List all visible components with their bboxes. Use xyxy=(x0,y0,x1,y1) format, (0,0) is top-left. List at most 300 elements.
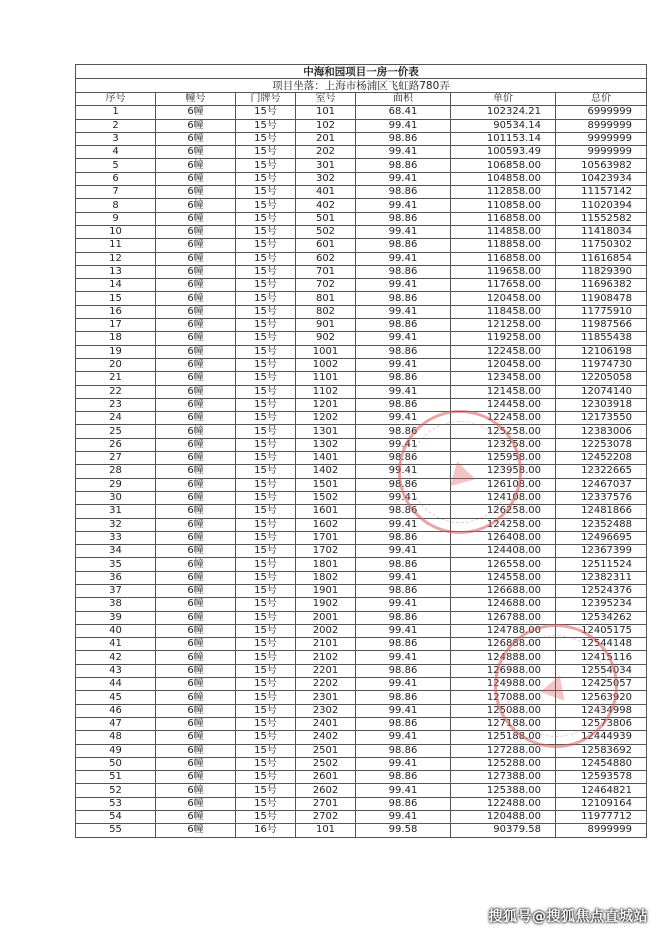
table-cell: 1102 xyxy=(296,385,356,398)
table-cell: 126888.00 xyxy=(451,638,556,651)
table-row xyxy=(76,717,647,730)
table-cell: 10423934 xyxy=(556,172,647,185)
table-cell: 6幢 xyxy=(156,132,236,145)
table-cell: 127388.00 xyxy=(451,771,556,784)
table-cell: 1201 xyxy=(296,398,356,411)
table-cell: 98.86 xyxy=(356,638,451,651)
table-cell: 98.86 xyxy=(356,558,451,571)
table-cell: 98.86 xyxy=(356,186,451,199)
table-cell: 25 xyxy=(76,425,156,438)
table-cell: 15号 xyxy=(236,465,296,478)
table-cell: 1801 xyxy=(296,558,356,571)
table-title: 中海和园项目一房一价表 xyxy=(76,65,647,79)
table-cell: 12322665 xyxy=(556,465,647,478)
table-cell: 2602 xyxy=(296,784,356,797)
table-header-row xyxy=(76,93,647,106)
table-cell: 15号 xyxy=(236,319,296,332)
table-address-row xyxy=(76,79,647,93)
table-cell: 99.41 xyxy=(356,757,451,770)
table-cell: 6幢 xyxy=(156,412,236,425)
table-cell: 16 xyxy=(76,305,156,318)
table-row xyxy=(76,119,647,132)
table-cell: 99.41 xyxy=(356,598,451,611)
table-cell: 98.86 xyxy=(356,531,451,544)
table-row xyxy=(76,691,647,704)
table-cell: 102324.21 xyxy=(451,106,556,119)
table-cell: 124688.00 xyxy=(451,598,556,611)
table-cell: 99.41 xyxy=(356,225,451,238)
table-cell: 302 xyxy=(296,172,356,185)
table-cell: 124458.00 xyxy=(451,398,556,411)
column-header: 面积 xyxy=(356,93,451,106)
table-cell: 6幢 xyxy=(156,199,236,212)
table-cell: 6幢 xyxy=(156,598,236,611)
table-cell: 1802 xyxy=(296,571,356,584)
table-cell: 99.41 xyxy=(356,784,451,797)
table-cell: 8999999 xyxy=(556,824,647,837)
table-cell: 127088.00 xyxy=(451,691,556,704)
table-row xyxy=(76,558,647,571)
table-cell: 2002 xyxy=(296,624,356,637)
table-cell: 12583692 xyxy=(556,744,647,757)
table-cell: 15号 xyxy=(236,252,296,265)
table-cell: 15号 xyxy=(236,438,296,451)
table-cell: 2101 xyxy=(296,638,356,651)
table-cell: 701 xyxy=(296,265,356,278)
table-row xyxy=(76,518,647,531)
table-cell: 2402 xyxy=(296,731,356,744)
table-cell: 124988.00 xyxy=(451,678,556,691)
table-cell: 6幢 xyxy=(156,757,236,770)
table-row xyxy=(76,172,647,185)
table-cell: 124888.00 xyxy=(451,651,556,664)
table-cell: 6幢 xyxy=(156,465,236,478)
table-cell: 15号 xyxy=(236,704,296,717)
table-cell: 6幢 xyxy=(156,119,236,132)
table-cell: 49 xyxy=(76,744,156,757)
table-cell: 1601 xyxy=(296,505,356,518)
table-cell: 15号 xyxy=(236,186,296,199)
table-cell: 99.41 xyxy=(356,172,451,185)
table-row xyxy=(76,412,647,425)
table-cell: 12253078 xyxy=(556,438,647,451)
table-cell: 12511524 xyxy=(556,558,647,571)
table-cell: 1002 xyxy=(296,358,356,371)
table-row xyxy=(76,212,647,225)
table-cell: 6幢 xyxy=(156,664,236,677)
table-cell: 2701 xyxy=(296,797,356,810)
table-cell: 100593.49 xyxy=(451,146,556,159)
table-cell: 98.86 xyxy=(356,478,451,491)
table-cell: 6幢 xyxy=(156,584,236,597)
table-cell: 6幢 xyxy=(156,265,236,278)
table-cell: 15号 xyxy=(236,412,296,425)
table-row xyxy=(76,265,647,278)
table-cell: 121258.00 xyxy=(451,319,556,332)
table-cell: 43 xyxy=(76,664,156,677)
table-cell: 127188.00 xyxy=(451,717,556,730)
table-cell: 6幢 xyxy=(156,824,236,837)
table-row xyxy=(76,252,647,265)
table-cell: 6幢 xyxy=(156,491,236,504)
table-cell: 11020394 xyxy=(556,199,647,212)
table-cell: 68.41 xyxy=(356,106,451,119)
table-cell: 6幢 xyxy=(156,797,236,810)
table-row xyxy=(76,571,647,584)
table-cell: 15号 xyxy=(236,159,296,172)
table-row xyxy=(76,465,647,478)
table-row xyxy=(76,638,647,651)
table-cell: 15号 xyxy=(236,106,296,119)
table-cell: 8 xyxy=(76,199,156,212)
table-cell: 24 xyxy=(76,412,156,425)
table-cell: 99.41 xyxy=(356,279,451,292)
table-cell: 6幢 xyxy=(156,651,236,664)
table-cell: 36 xyxy=(76,571,156,584)
table-cell: 101153.14 xyxy=(451,132,556,145)
table-cell: 12303918 xyxy=(556,398,647,411)
table-cell: 46 xyxy=(76,704,156,717)
table-cell: 6幢 xyxy=(156,398,236,411)
table-cell: 15号 xyxy=(236,611,296,624)
table-cell: 13 xyxy=(76,265,156,278)
table-cell: 90534.14 xyxy=(451,119,556,132)
table-cell: 126258.00 xyxy=(451,505,556,518)
table-cell: 12444939 xyxy=(556,731,647,744)
table-cell: 121458.00 xyxy=(451,385,556,398)
table-cell: 31 xyxy=(76,505,156,518)
table-row xyxy=(76,811,647,824)
table-cell: 2302 xyxy=(296,704,356,717)
table-cell: 6幢 xyxy=(156,425,236,438)
table-cell: 6幢 xyxy=(156,624,236,637)
watermark-text: 搜狐号@搜狐焦点直城站 xyxy=(488,909,648,925)
table-cell: 19 xyxy=(76,345,156,358)
table-cell: 12352488 xyxy=(556,518,647,531)
table-cell: 118858.00 xyxy=(451,239,556,252)
table-row xyxy=(76,584,647,597)
table-cell: 125258.00 xyxy=(451,425,556,438)
table-cell: 27 xyxy=(76,452,156,465)
table-cell: 98.86 xyxy=(356,265,451,278)
table-cell: 98.86 xyxy=(356,505,451,518)
table-cell: 6 xyxy=(76,172,156,185)
price-sheet xyxy=(75,64,646,838)
table-cell: 99.41 xyxy=(356,119,451,132)
column-header: 总价 xyxy=(556,93,647,106)
table-cell: 18 xyxy=(76,332,156,345)
table-cell: 12173550 xyxy=(556,412,647,425)
table-cell: 15号 xyxy=(236,638,296,651)
table-cell: 6幢 xyxy=(156,611,236,624)
table-cell: 11696382 xyxy=(556,279,647,292)
table-cell: 15号 xyxy=(236,624,296,637)
table-row xyxy=(76,531,647,544)
table-row xyxy=(76,345,647,358)
table-cell: 125088.00 xyxy=(451,704,556,717)
table-cell: 6幢 xyxy=(156,704,236,717)
table-cell: 1302 xyxy=(296,438,356,451)
table-cell: 6幢 xyxy=(156,225,236,238)
table-cell: 6幢 xyxy=(156,172,236,185)
table-cell: 6幢 xyxy=(156,784,236,797)
table-cell: 1402 xyxy=(296,465,356,478)
table-title-row xyxy=(76,65,647,79)
table-row xyxy=(76,438,647,451)
table-cell: 12544148 xyxy=(556,638,647,651)
table-cell: 112858.00 xyxy=(451,186,556,199)
table-cell: 126108.00 xyxy=(451,478,556,491)
table-cell: 11418034 xyxy=(556,225,647,238)
table-cell: 12415116 xyxy=(556,651,647,664)
table-cell: 98.86 xyxy=(356,584,451,597)
table-cell: 15号 xyxy=(236,505,296,518)
table-cell: 6幢 xyxy=(156,638,236,651)
table-cell: 99.41 xyxy=(356,358,451,371)
table-row xyxy=(76,784,647,797)
table-cell: 1502 xyxy=(296,491,356,504)
column-header: 序号 xyxy=(76,93,156,106)
table-cell: 98.86 xyxy=(356,452,451,465)
table-cell: 11 xyxy=(76,239,156,252)
table-cell: 106858.00 xyxy=(451,159,556,172)
table-cell: 15号 xyxy=(236,398,296,411)
table-cell: 99.41 xyxy=(356,651,451,664)
table-cell: 52 xyxy=(76,784,156,797)
table-row xyxy=(76,292,647,305)
table-cell: 99.41 xyxy=(356,545,451,558)
table-cell: 2102 xyxy=(296,651,356,664)
table-cell: 15号 xyxy=(236,598,296,611)
table-cell: 125388.00 xyxy=(451,784,556,797)
table-cell: 15号 xyxy=(236,744,296,757)
table-cell: 12454880 xyxy=(556,757,647,770)
table-row xyxy=(76,332,647,345)
table-cell: 117658.00 xyxy=(451,279,556,292)
table-cell: 15号 xyxy=(236,425,296,438)
table-cell: 6幢 xyxy=(156,305,236,318)
table-cell: 14 xyxy=(76,279,156,292)
table-cell: 15号 xyxy=(236,358,296,371)
table-cell: 99.41 xyxy=(356,385,451,398)
table-row xyxy=(76,199,647,212)
table-cell: 15号 xyxy=(236,811,296,824)
table-cell: 98.86 xyxy=(356,319,451,332)
table-cell: 15号 xyxy=(236,452,296,465)
table-cell: 29 xyxy=(76,478,156,491)
table-cell: 6幢 xyxy=(156,345,236,358)
table-cell: 15号 xyxy=(236,797,296,810)
table-cell: 118458.00 xyxy=(451,305,556,318)
table-cell: 6幢 xyxy=(156,478,236,491)
table-cell: 15号 xyxy=(236,545,296,558)
table-row xyxy=(76,385,647,398)
table-cell: 6幢 xyxy=(156,518,236,531)
table-row xyxy=(76,771,647,784)
table-cell: 99.41 xyxy=(356,491,451,504)
table-cell: 15 xyxy=(76,292,156,305)
table-cell: 125188.00 xyxy=(451,731,556,744)
table-cell: 6幢 xyxy=(156,717,236,730)
table-cell: 44 xyxy=(76,678,156,691)
table-cell: 98.86 xyxy=(356,345,451,358)
table-cell: 99.41 xyxy=(356,678,451,691)
table-row xyxy=(76,744,647,757)
table-cell: 12434998 xyxy=(556,704,647,717)
table-cell: 402 xyxy=(296,199,356,212)
table-cell: 116858.00 xyxy=(451,252,556,265)
table-cell: 12382311 xyxy=(556,571,647,584)
table-cell: 2502 xyxy=(296,757,356,770)
table-cell: 15号 xyxy=(236,132,296,145)
table-cell: 802 xyxy=(296,305,356,318)
table-cell: 2601 xyxy=(296,771,356,784)
table-cell: 99.41 xyxy=(356,252,451,265)
table-cell: 6幢 xyxy=(156,252,236,265)
table-cell: 15号 xyxy=(236,385,296,398)
table-cell: 6幢 xyxy=(156,186,236,199)
table-cell: 15号 xyxy=(236,518,296,531)
table-cell: 99.41 xyxy=(356,438,451,451)
table-cell: 124558.00 xyxy=(451,571,556,584)
table-cell: 15号 xyxy=(236,717,296,730)
price-table xyxy=(75,64,647,838)
table-cell: 15号 xyxy=(236,491,296,504)
table-cell: 99.41 xyxy=(356,571,451,584)
table-cell: 12405175 xyxy=(556,624,647,637)
table-row xyxy=(76,491,647,504)
table-cell: 12593578 xyxy=(556,771,647,784)
table-cell: 15号 xyxy=(236,292,296,305)
table-cell: 99.58 xyxy=(356,824,451,837)
table-cell: 15号 xyxy=(236,279,296,292)
table-cell: 99.41 xyxy=(356,704,451,717)
table-cell: 98.86 xyxy=(356,611,451,624)
table-cell: 15号 xyxy=(236,691,296,704)
table-row xyxy=(76,824,647,837)
table-cell: 42 xyxy=(76,651,156,664)
table-cell: 6幢 xyxy=(156,358,236,371)
table-cell: 26 xyxy=(76,438,156,451)
table-cell: 6幢 xyxy=(156,811,236,824)
table-cell: 17 xyxy=(76,319,156,332)
table-cell: 126558.00 xyxy=(451,558,556,571)
table-cell: 127288.00 xyxy=(451,744,556,757)
table-cell: 32 xyxy=(76,518,156,531)
table-cell: 21 xyxy=(76,372,156,385)
table-cell: 2001 xyxy=(296,611,356,624)
table-cell: 15号 xyxy=(236,478,296,491)
table-cell: 6幢 xyxy=(156,279,236,292)
table-cell: 9999999 xyxy=(556,146,647,159)
table-cell: 11908478 xyxy=(556,292,647,305)
table-row xyxy=(76,678,647,691)
table-cell: 99.41 xyxy=(356,518,451,531)
table-cell: 15号 xyxy=(236,146,296,159)
table-cell: 902 xyxy=(296,332,356,345)
table-cell: 15号 xyxy=(236,678,296,691)
table-cell: 4 xyxy=(76,146,156,159)
table-cell: 99.41 xyxy=(356,624,451,637)
table-cell: 6幢 xyxy=(156,558,236,571)
table-cell: 98.86 xyxy=(356,797,451,810)
table-row xyxy=(76,146,647,159)
table-cell: 12383006 xyxy=(556,425,647,438)
table-cell: 6幢 xyxy=(156,571,236,584)
table-cell: 6幢 xyxy=(156,731,236,744)
table-cell: 15号 xyxy=(236,119,296,132)
table-cell: 15号 xyxy=(236,372,296,385)
column-header: 室号 xyxy=(296,93,356,106)
table-cell: 12452208 xyxy=(556,452,647,465)
table-cell: 601 xyxy=(296,239,356,252)
table-cell: 15号 xyxy=(236,784,296,797)
table-cell: 15号 xyxy=(236,212,296,225)
table-cell: 15号 xyxy=(236,172,296,185)
table-cell: 11616854 xyxy=(556,252,647,265)
table-row xyxy=(76,239,647,252)
table-cell: 15号 xyxy=(236,239,296,252)
table-cell: 12106198 xyxy=(556,345,647,358)
table-cell: 125958.00 xyxy=(451,452,556,465)
table-cell: 33 xyxy=(76,531,156,544)
table-cell: 126988.00 xyxy=(451,664,556,677)
table-row xyxy=(76,159,647,172)
table-cell: 5 xyxy=(76,159,156,172)
table-cell: 12467037 xyxy=(556,478,647,491)
table-row xyxy=(76,132,647,145)
table-cell: 11855438 xyxy=(556,332,647,345)
table-cell: 15号 xyxy=(236,199,296,212)
table-cell: 12 xyxy=(76,252,156,265)
table-cell: 99.41 xyxy=(356,412,451,425)
table-row xyxy=(76,225,647,238)
table-cell: 119258.00 xyxy=(451,332,556,345)
table-cell: 28 xyxy=(76,465,156,478)
table-cell: 6幢 xyxy=(156,505,236,518)
table-cell: 6幢 xyxy=(156,106,236,119)
table-cell: 99.41 xyxy=(356,146,451,159)
table-cell: 6幢 xyxy=(156,678,236,691)
table-cell: 11974730 xyxy=(556,358,647,371)
table-row xyxy=(76,624,647,637)
table-cell: 502 xyxy=(296,225,356,238)
table-cell: 801 xyxy=(296,292,356,305)
table-cell: 1701 xyxy=(296,531,356,544)
table-row xyxy=(76,731,647,744)
table-cell: 39 xyxy=(76,611,156,624)
table-cell: 98.86 xyxy=(356,717,451,730)
table-row xyxy=(76,425,647,438)
table-cell: 11552582 xyxy=(556,212,647,225)
table-cell: 9999999 xyxy=(556,132,647,145)
table-cell: 201 xyxy=(296,132,356,145)
table-row xyxy=(76,398,647,411)
table-cell: 98.86 xyxy=(356,425,451,438)
table-cell: 20 xyxy=(76,358,156,371)
table-cell: 98.86 xyxy=(356,132,451,145)
table-cell: 120458.00 xyxy=(451,358,556,371)
table-cell: 122488.00 xyxy=(451,797,556,810)
table-cell: 1901 xyxy=(296,584,356,597)
table-cell: 401 xyxy=(296,186,356,199)
table-cell: 48 xyxy=(76,731,156,744)
table-cell: 12109164 xyxy=(556,797,647,810)
table-cell: 41 xyxy=(76,638,156,651)
table-cell: 53 xyxy=(76,797,156,810)
table-cell: 38 xyxy=(76,598,156,611)
table-cell: 2201 xyxy=(296,664,356,677)
